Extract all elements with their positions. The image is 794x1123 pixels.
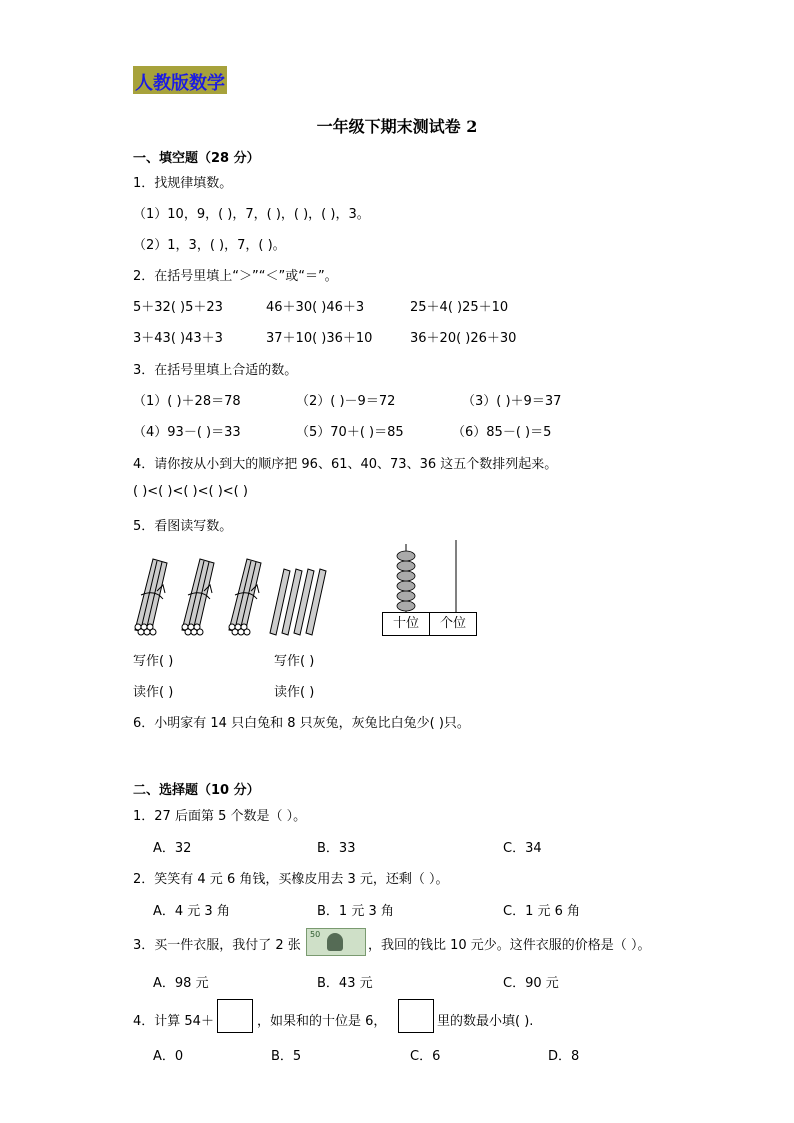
stick-bundle [135,559,167,635]
c3-text-b: ，我回的钱比 10 元少。这件衣服的价格是（ ）。 [368,938,651,953]
q2-text: 2．在括号里填上“＞”“＜”或“＝”。 [133,269,338,284]
c3-option-c: C．90 元 [503,976,559,991]
q4-answer: ( )<( )<( )<( )<( ) [133,484,248,499]
answer-box [217,999,253,1033]
q3-text: 3．在括号里填上合适的数。 [133,363,298,378]
section-heading-fill: 一、填空题（28 分） [133,151,260,166]
q3-row2-b: （5）70＋( )＝85 [296,425,404,440]
q4-text: 4．请你按从小到大的顺序把 96、61、40、73、36 这五个数排列起来。 [133,457,558,472]
section-heading-choice: 二、选择题（10 分） [133,783,260,798]
c1-option-a: A．32 [153,841,192,856]
q3-row1-c: （3）( )＋9＝37 [462,394,562,409]
c3-option-a: A．98 元 [153,976,209,991]
q3-row2-a: （4）93－( )＝33 [133,425,241,440]
c4-option-b: B．5 [271,1049,302,1064]
q2-row2-c: 36＋20( )26＋30 [410,331,517,346]
stick-bundle [182,559,214,635]
c4-text-b: ，如果和的十位是 6， [257,1014,387,1029]
q2-row2-a: 3＋43( )43＋3 [133,331,223,346]
c3-text-a: 3．买一件衣服，我付了 2 张 [133,938,301,953]
c1-option-b: B．33 [317,841,356,856]
q2-row1-a: 5＋32( )5＋23 [133,300,223,315]
page-title: 一年级下期末测试卷 2 [316,117,478,136]
abacus-bead [397,581,415,591]
c4-text-a: 4．计算 54＋ [133,1014,214,1029]
q6-text: 6．小明家有 14 只白兔和 8 只灰兔，灰兔比白兔少( )只。 [133,716,470,731]
c2-option-b: B．1 元 3 角 [317,904,394,919]
abacus-bead [397,591,415,601]
portrait-icon [327,933,343,951]
q2-row1-b: 46＋30( )46＋3 [266,300,365,315]
banknote-value: 50 [310,930,321,939]
c4-option-d: D．8 [548,1049,580,1064]
c1-option-c: C．34 [503,841,542,856]
c4-text-c: 里的数最小填( ). [437,1014,534,1029]
abacus-picture [380,540,484,614]
c2-option-a: A．4 元 3 角 [153,904,230,919]
q5-write-2: 写作( ) [274,654,315,669]
abacus-bead [397,551,415,561]
c2-option-c: C．1 元 6 角 [503,904,581,919]
subject-badge [133,66,227,94]
c3-option-b: B．43 元 [317,976,373,991]
banknote-icon [306,928,366,956]
q2-row2-b: 37＋10( )36＋10 [266,331,373,346]
q5-text: 5．看图读写数。 [133,519,233,534]
subject-badge-text: 人教版数学 [135,73,225,94]
abacus-bead [397,601,415,611]
q5-read-2: 读作( ) [274,685,315,700]
c4-option-a: A．0 [153,1049,184,1064]
abacus-bead [397,561,415,571]
c4-option-c: C．6 [410,1049,441,1064]
q3-row2-c: （6）85－( )＝5 [452,425,552,440]
abacus-tens-label: 十位 [382,612,430,636]
q2-row1-c: 25＋4( )25＋10 [410,300,509,315]
stick-bundle [229,559,261,635]
c2-text: 2．笑笑有 4 元 6 角钱，买橡皮用去 3 元，还剩（ ）。 [133,872,449,887]
q5-read-1: 读作( ) [133,685,174,700]
q1-text: 1．找规律填数。 [133,176,233,191]
single-sticks [270,569,326,635]
q1-line1: （1）10，9，( )，7，( )，( )，( )，3。 [133,207,370,222]
abacus-ones-label: 个位 [429,612,477,636]
q5-write-1: 写作( ) [133,654,174,669]
abacus-bead [397,571,415,581]
q3-row1-b: （2）( )－9＝72 [296,394,396,409]
q3-row1-a: （1）( )＋28＝78 [133,394,241,409]
stick-bundles-picture [128,555,340,640]
c1-text: 1．27 后面第 5 个数是（ ）。 [133,809,307,824]
q1-line2: （2）1，3，( )，7，( )。 [133,238,286,253]
answer-box [398,999,434,1033]
